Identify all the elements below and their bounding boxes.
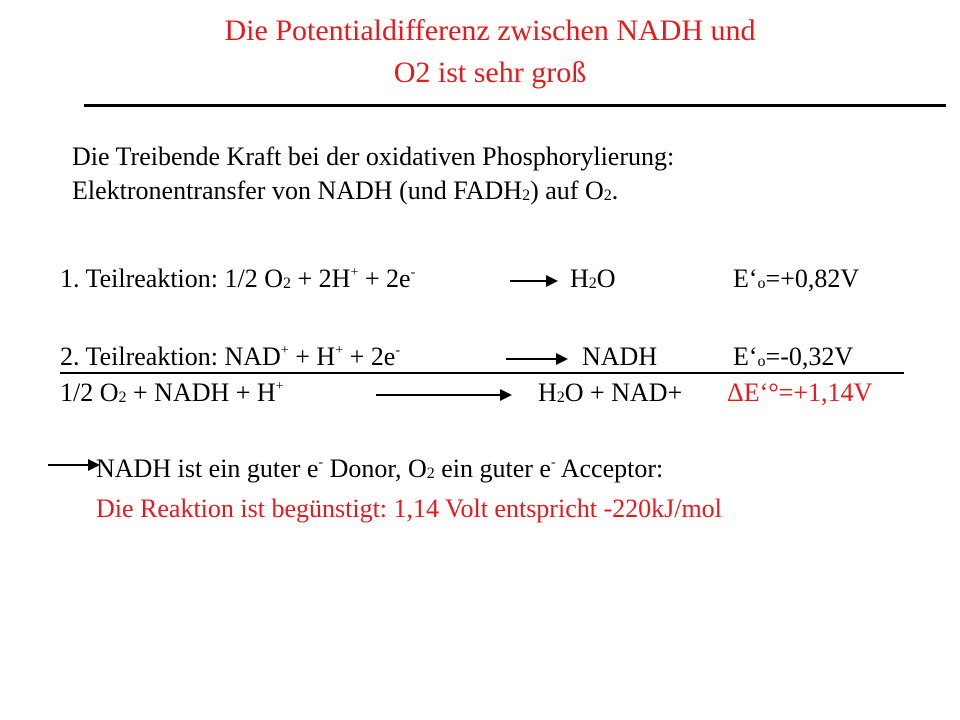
- reaction2-arrow-icon: [506, 350, 568, 366]
- reaction1-label: 1. Teilreaktion:: [60, 264, 218, 293]
- title-divider: [84, 104, 946, 107]
- reaction2-label: 2. Teilreaktion:: [60, 342, 218, 371]
- overall-reactants: 1/2 $O_2$ + NADH + H+: [60, 378, 284, 407]
- reaction1-potential: $E‘_o=+0,82V$: [733, 264, 860, 293]
- overall-delta-potential: ΔE‘°=+1,14V: [727, 378, 873, 407]
- intro-line-2: Elektronentransfer von NADH (und $FADH_2$) auf $O_2$.: [72, 176, 619, 205]
- reaction1-equation: 1. Teilreaktion: 1/2 $O_2 + 2H^+ + 2e^-$: [60, 264, 416, 293]
- slide-title-line1: Die Potentialdifferenz zwischen NADH und: [224, 14, 756, 47]
- reaction2-equation: 2. Teilreaktion: NAD+ + H+ + 2e-: [60, 342, 400, 371]
- intro-line-1: Die Treibende Kraft bei der oxidativen Phosphorylierung:: [72, 142, 675, 171]
- conclusion-line-1: NADH ist ein guter e- Donor, $O_2$ ein guter e- Acceptor:: [96, 454, 664, 483]
- overall-arrow-icon: [376, 386, 512, 402]
- conclusion-arrow-icon: [48, 456, 100, 472]
- reaction1-arrow-icon: [510, 272, 558, 288]
- reaction1-product: $H_2O$: [570, 264, 616, 293]
- slide-title-line2: O2 ist sehr groß: [393, 56, 587, 89]
- sum-line: [60, 372, 904, 374]
- overall-products: $H_2O + NAD+$: [538, 378, 683, 407]
- reaction2-potential: $E‘_o=-0,32V$: [733, 342, 854, 371]
- conclusion-line-2: Die Reaktion ist begünstigt: 1,14 Volt entspricht -220kJ/mol: [96, 494, 722, 523]
- reaction2-product: NADH: [582, 342, 658, 371]
